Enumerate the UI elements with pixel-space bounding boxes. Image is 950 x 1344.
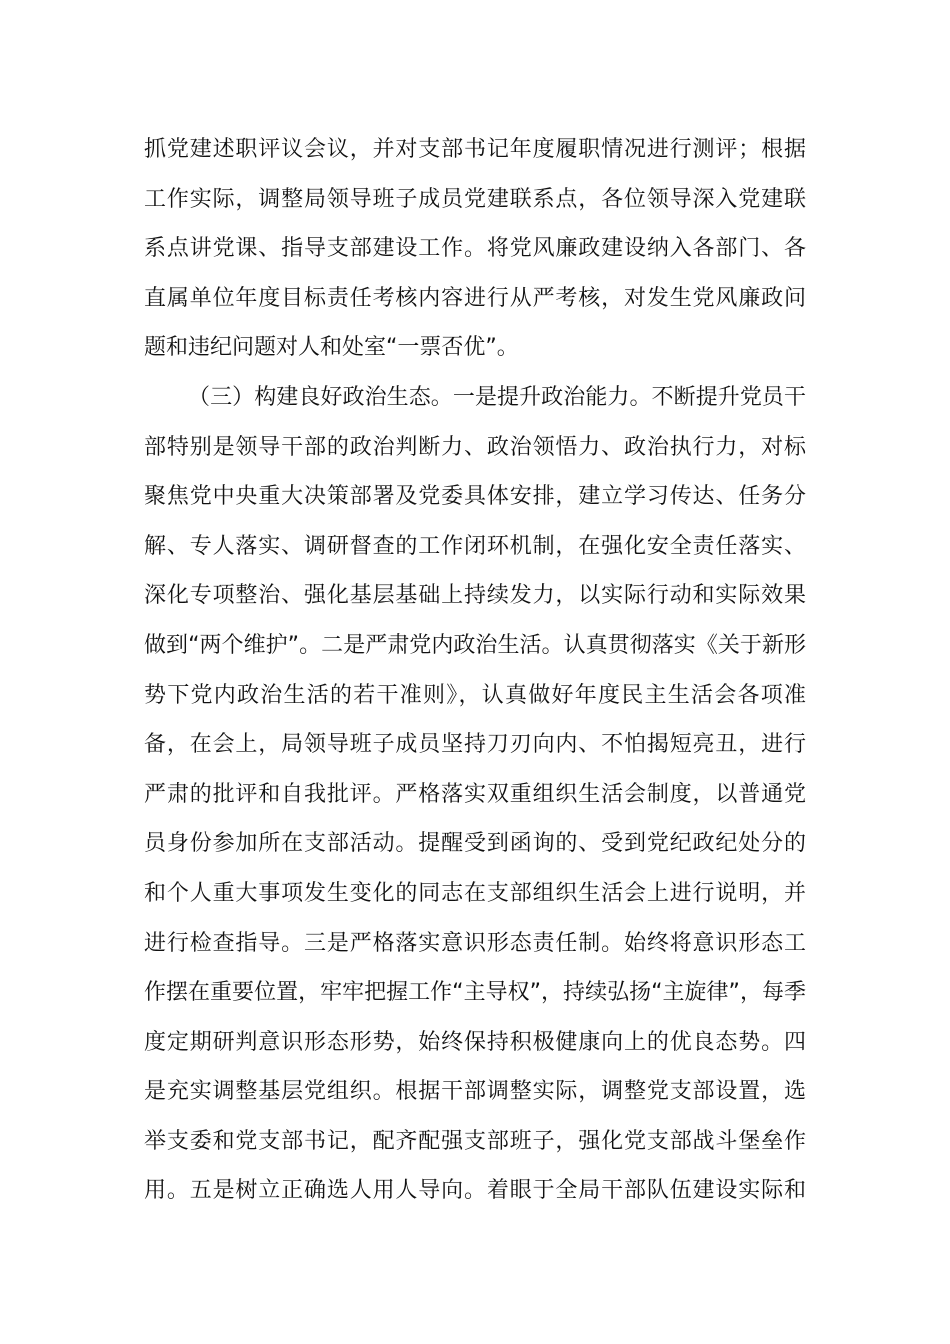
text-line: 直属单位年度目标责任考核内容进行从严考核，对发生党风廉政问 <box>144 285 806 311</box>
text-line: 做到“两个维护”。二是严肃党内政治生活。认真贯彻落实《关于新形 <box>144 632 806 658</box>
text-line: 工作实际，调整局领导班子成员党建联系点，各位领导深入党建联 <box>144 186 806 212</box>
text-line: （三）构建良好政治生态。一是提升政治能力。不断提升党员干 <box>188 384 806 410</box>
text-line: 度定期研判意识形态形势，始终保持积极健康向上的优良态势。四 <box>144 1029 806 1055</box>
text-line: 题和违纪问题对人和处室“一票否优”。 <box>144 335 519 361</box>
text-line: 是充实调整基层党组织。根据干部调整实际，调整党支部设置，选 <box>144 1079 806 1105</box>
text-line: 聚焦党中央重大决策部署及党委具体安排，建立学习传达、任务分 <box>144 484 806 510</box>
text-line: 和个人重大事项发生变化的同志在支部组织生活会上进行说明，并 <box>144 880 806 906</box>
text-line: 系点讲党课、指导支部建设工作。将党风廉政建设纳入各部门、各 <box>144 236 806 262</box>
text-line: 员身份参加所在支部活动。提醒受到函询的、受到党纪政纪处分的 <box>144 831 806 857</box>
text-line: 进行检查指导。三是严格落实意识形态责任制。始终将意识形态工 <box>144 930 806 956</box>
text-line: 部特别是领导干部的政治判断力、政治领悟力、政治执行力，对标 <box>144 434 806 460</box>
text-line: 举支委和党支部书记，配齐配强支部班子，强化党支部战斗堡垒作 <box>144 1128 806 1154</box>
text-line: 势下党内政治生活的若干准则》，认真做好年度民主生活会各项准 <box>144 682 806 708</box>
text-line: 抓党建述职评议会议，并对支部书记年度履职情况进行测评；根据 <box>144 137 806 162</box>
text-line: 备，在会上，局领导班子成员坚持刀刃向内、不怕揭短亮丑，进行 <box>144 732 806 758</box>
text-line: 深化专项整治、强化基层基础上持续发力，以实际行动和实际效果 <box>144 583 806 609</box>
text-line: 解、专人落实、调研督查的工作闭环机制，在强化安全责任落实、 <box>144 533 806 559</box>
text-line: 作摆在重要位置，牢牢把握工作“主导权”，持续弘扬“主旋律”，每季 <box>144 980 806 1006</box>
text-line: 严肃的批评和自我批评。严格落实双重组织生活会制度，以普通党 <box>144 781 806 807</box>
body-text <box>144 125 806 1216</box>
text-line: 用。五是树立正确选人用人导向。着眼于全局干部队伍建设实际和 <box>144 1178 806 1204</box>
